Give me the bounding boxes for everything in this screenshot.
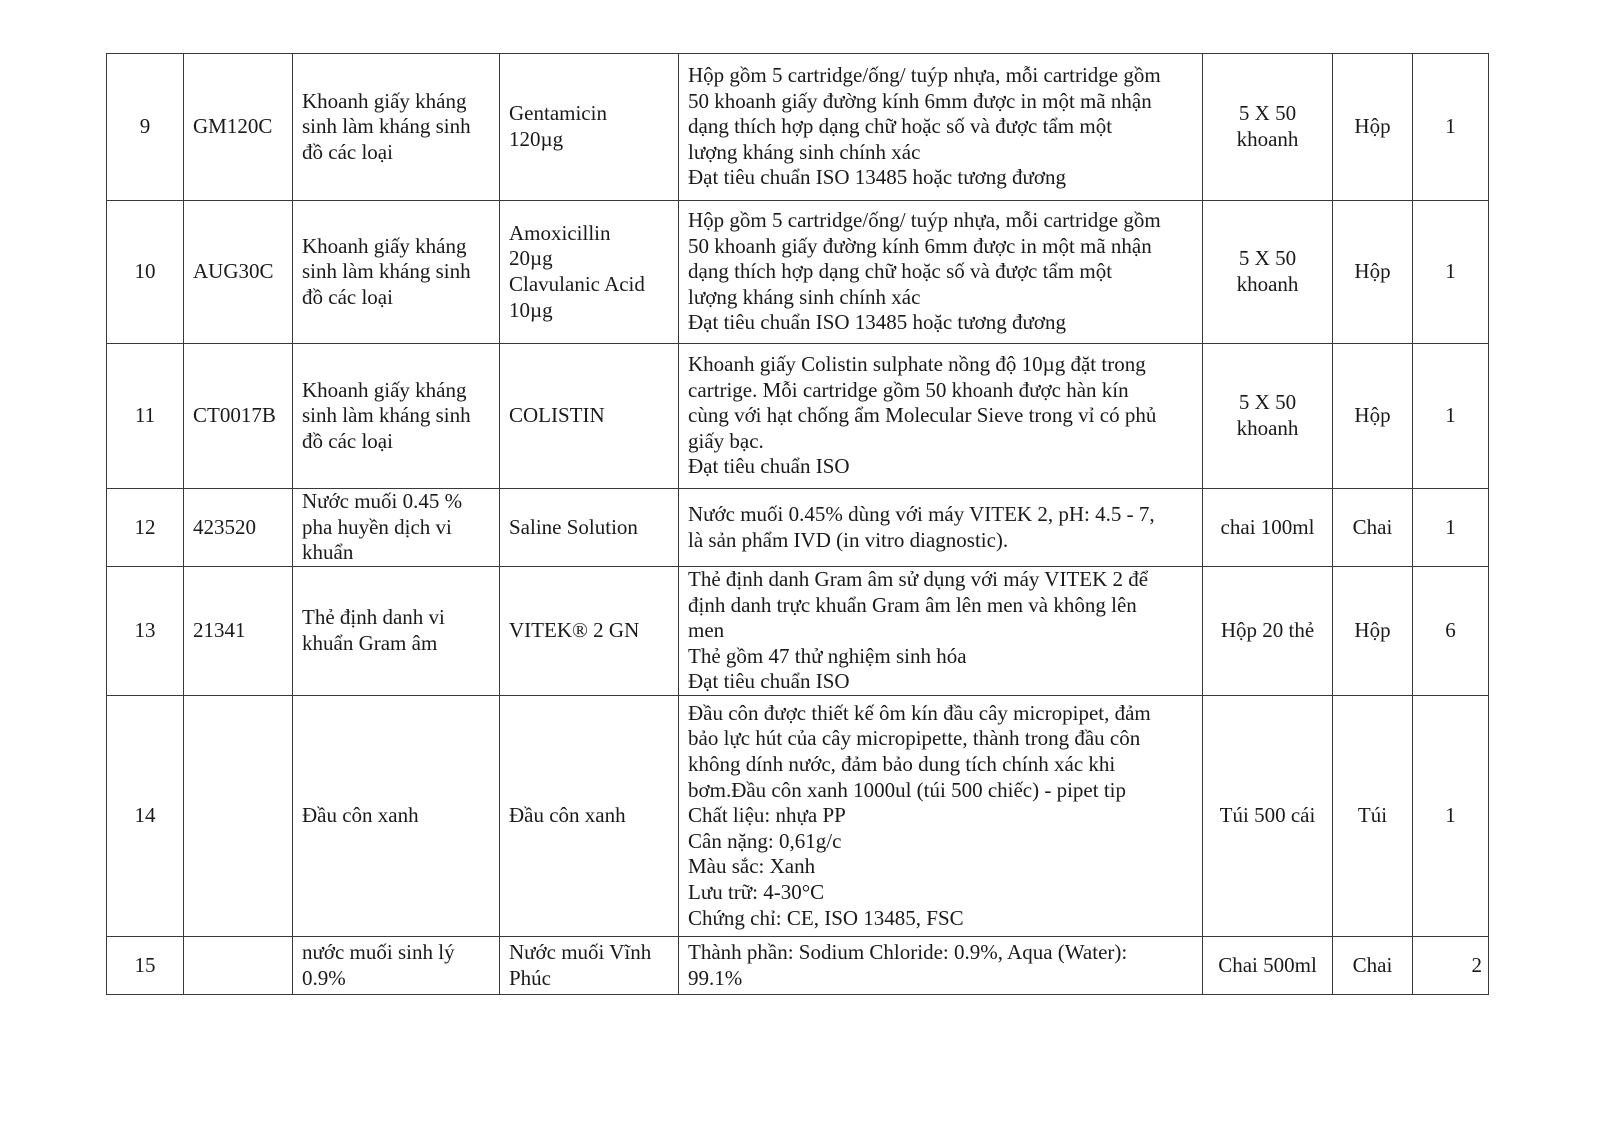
active-ingredient-cell-line: Gentamicin bbox=[509, 101, 607, 126]
product-spec-table bbox=[106, 53, 1489, 995]
specification-cell-line: Khoanh giấy Colistin sulphate nồng độ 10µg đặt trong bbox=[688, 352, 1146, 377]
quantity-cell: 1 bbox=[1413, 54, 1489, 201]
product-name-cell-line: Khoanh giấy kháng bbox=[302, 377, 467, 402]
packaging-cell-line: 5 X 50 bbox=[1238, 246, 1297, 271]
row-number-cell: 9 bbox=[107, 54, 184, 201]
specification-cell bbox=[679, 201, 1203, 344]
row-number-cell: 14 bbox=[107, 696, 184, 937]
quantity-cell: 1 bbox=[1413, 489, 1489, 567]
specification-cell-line: Đạt tiêu chuẩn ISO 13485 hoặc tương đương bbox=[688, 310, 1066, 335]
packaging-cell-line: Túi 500 cái bbox=[1219, 803, 1316, 828]
active-ingredient-cell-line: COLISTIN bbox=[509, 403, 605, 428]
specification-cell-line: Hộp gồm 5 cartridge/ống/ tuýp nhựa, mỗi cartridge gồm bbox=[688, 208, 1161, 233]
specification-cell-line: 50 khoanh giấy đường kính 6mm được in một mã nhận bbox=[688, 233, 1152, 258]
specification-cell-line: Thẻ gồm 47 thử nghiệm sinh hóa bbox=[688, 643, 967, 668]
specification-cell-line: Đạt tiêu chuẩn ISO bbox=[688, 669, 850, 694]
product-name-cell-line: 0.9% bbox=[302, 965, 346, 990]
row-number-cell: 12 bbox=[107, 489, 184, 567]
active-ingredient-cell-line: VITEK® 2 GN bbox=[509, 618, 640, 643]
active-ingredient-cell-line: Nước muối Vĩnh bbox=[509, 939, 652, 964]
product-name-cell-line: sinh làm kháng sinh bbox=[302, 403, 471, 428]
product-code-cell bbox=[184, 937, 293, 995]
specification-cell-line: Màu sắc: Xanh bbox=[688, 854, 816, 879]
specification-cell-line: lượng kháng sinh chính xác bbox=[688, 284, 921, 309]
active-ingredient-cell bbox=[500, 937, 679, 995]
packaging-cell-line: 5 X 50 bbox=[1238, 101, 1297, 126]
product-name-cell-line: pha huyền dịch vi bbox=[302, 514, 452, 539]
specification-cell-line: Chất liệu: nhựa PP bbox=[688, 803, 846, 828]
product-name-cell bbox=[293, 54, 500, 201]
specification-cell-line: Hộp gồm 5 cartridge/ống/ tuýp nhựa, mỗi cartridge gồm bbox=[688, 63, 1161, 88]
product-name-cell-line: khuẩn Gram âm bbox=[302, 631, 438, 655]
product-name-cell bbox=[293, 489, 500, 567]
specification-cell-line: Chứng chỉ: CE, ISO 13485, FSC bbox=[688, 905, 964, 930]
specification-cell-line: cùng với hạt chống ẩm Molecular Sieve trong vỉ có phủ bbox=[688, 403, 1157, 428]
product-code-cell: 21341 bbox=[184, 567, 293, 696]
specification-cell-line: Đầu côn được thiết kế ôm kín đầu cây micropipet, đảm bbox=[688, 700, 1151, 725]
table-row bbox=[107, 937, 1489, 995]
product-name-cell bbox=[293, 344, 500, 489]
specification-cell-line: là sản phẩm IVD (in vitro diagnostic). bbox=[688, 527, 1009, 552]
product-name-cell-line: sinh làm kháng sinh bbox=[302, 114, 471, 139]
specification-cell-line: bơm.Đầu côn xanh 1000ul (túi 500 chiếc) - pipet tip bbox=[688, 777, 1127, 802]
specification-cell-line: men bbox=[688, 618, 725, 643]
product-name-cell-line: Khoanh giấy kháng bbox=[302, 88, 467, 113]
product-name-cell bbox=[293, 696, 500, 937]
product-name-cell bbox=[293, 567, 500, 696]
table-body bbox=[107, 54, 1489, 995]
packaging-cell bbox=[1203, 201, 1333, 344]
specification-cell-line: Đạt tiêu chuẩn ISO 13485 hoặc tương đương bbox=[688, 165, 1066, 190]
specification-cell bbox=[679, 696, 1203, 937]
product-name-cell-line: đồ các loại bbox=[302, 284, 393, 309]
product-name-cell-line: Thẻ định danh vi bbox=[302, 605, 445, 630]
specification-cell bbox=[679, 937, 1203, 995]
row-number-cell: 13 bbox=[107, 567, 184, 696]
unit-cell: Hộp bbox=[1333, 201, 1413, 344]
table-row bbox=[107, 201, 1489, 344]
specification-cell-line: Lưu trữ: 4-30°C bbox=[688, 879, 825, 904]
packaging-cell bbox=[1203, 696, 1333, 937]
active-ingredient-cell bbox=[500, 201, 679, 344]
table-row bbox=[107, 567, 1489, 696]
active-ingredient-cell bbox=[500, 696, 679, 937]
specification-cell-line: dạng thích hợp dạng chữ hoặc số và được tẩm một bbox=[688, 259, 1113, 284]
active-ingredient-cell-line: 10µg bbox=[509, 297, 553, 322]
row-number-cell: 11 bbox=[107, 344, 184, 489]
product-name-cell-line: đồ các loại bbox=[302, 428, 393, 453]
row-number-cell: 15 bbox=[107, 937, 184, 995]
packaging-cell bbox=[1203, 54, 1333, 201]
active-ingredient-cell bbox=[500, 54, 679, 201]
packaging-cell bbox=[1203, 489, 1333, 567]
active-ingredient-cell-line: Clavulanic Acid bbox=[509, 272, 645, 296]
active-ingredient-cell bbox=[500, 567, 679, 696]
specification-cell-line: Nước muối 0.45% dùng với máy VITEK 2, pH: 4.5 - 7, bbox=[688, 501, 1155, 526]
quantity-cell: 6 bbox=[1413, 567, 1489, 696]
specification-cell-line: 50 khoanh giấy đường kính 6mm được in một mã nhận bbox=[688, 88, 1152, 113]
packaging-cell bbox=[1203, 344, 1333, 489]
product-name-cell-line: sinh làm kháng sinh bbox=[302, 259, 471, 284]
active-ingredient-cell-line: Đầu côn xanh bbox=[509, 803, 626, 828]
packaging-cell bbox=[1203, 937, 1333, 995]
product-code-cell: 423520 bbox=[184, 489, 293, 567]
unit-cell: Hộp bbox=[1333, 567, 1413, 696]
product-name-cell bbox=[293, 937, 500, 995]
product-name-cell-line: Khoanh giấy kháng bbox=[302, 233, 467, 258]
quantity-cell: 1 bbox=[1413, 201, 1489, 344]
packaging-cell-line: khoanh bbox=[1236, 272, 1299, 296]
specification-cell-line: cartrige. Mỗi cartridge gồm 50 khoanh được hàn kín bbox=[688, 377, 1129, 402]
specification-cell bbox=[679, 344, 1203, 489]
specification-cell-line: lượng kháng sinh chính xác bbox=[688, 139, 921, 164]
packaging-cell-line: khoanh bbox=[1236, 416, 1299, 440]
product-name-cell-line: khuẩn bbox=[302, 540, 354, 565]
specification-cell bbox=[679, 54, 1203, 201]
product-code-cell: CT0017B bbox=[184, 344, 293, 489]
table-row bbox=[107, 344, 1489, 489]
packaging-cell-line: Chai 500ml bbox=[1218, 952, 1317, 977]
active-ingredient-cell-line: 20µg bbox=[509, 246, 553, 271]
product-name-cell-line: nước muối sinh lý bbox=[302, 939, 455, 964]
active-ingredient-cell-line: Phúc bbox=[509, 965, 551, 990]
product-code-cell: AUG30C bbox=[184, 201, 293, 344]
product-name-cell-line: đồ các loại bbox=[302, 139, 393, 164]
table-row bbox=[107, 696, 1489, 937]
specification-cell-line: giấy bạc. bbox=[688, 428, 764, 453]
active-ingredient-cell-line: Saline Solution bbox=[509, 514, 638, 539]
packaging-cell-line: Hộp 20 thẻ bbox=[1220, 618, 1315, 643]
specification-cell-line: Thẻ định danh Gram âm sử dụng với máy VITEK 2 để bbox=[688, 567, 1149, 592]
active-ingredient-cell bbox=[500, 344, 679, 489]
unit-cell: Chai bbox=[1333, 489, 1413, 567]
packaging-cell-line: 5 X 50 bbox=[1238, 390, 1297, 415]
specification-cell bbox=[679, 567, 1203, 696]
table-row bbox=[107, 489, 1489, 567]
quantity-cell: 2 bbox=[1413, 937, 1489, 995]
unit-cell: Chai bbox=[1333, 937, 1413, 995]
specification-cell-line: Đạt tiêu chuẩn ISO bbox=[688, 454, 850, 479]
packaging-cell-line: khoanh bbox=[1236, 127, 1299, 151]
specification-cell-line: dạng thích hợp dạng chữ hoặc số và được tẩm một bbox=[688, 114, 1113, 139]
unit-cell: Túi bbox=[1333, 696, 1413, 937]
product-name-cell-line: Đầu côn xanh bbox=[302, 803, 419, 828]
specification-cell-line: không dính nước, đảm bảo dung tích chính xác khi bbox=[688, 752, 1116, 777]
specification-cell-line: 99.1% bbox=[688, 965, 743, 990]
product-code-cell bbox=[184, 696, 293, 937]
specification-cell-line: Thành phần: Sodium Chloride: 0.9%, Aqua (Water): bbox=[688, 939, 1128, 964]
active-ingredient-cell bbox=[500, 489, 679, 567]
active-ingredient-cell-line: Amoxicillin bbox=[509, 220, 611, 245]
product-name-cell-line: Nước muối 0.45 % bbox=[302, 489, 463, 514]
specification-cell-line: định danh trực khuẩn Gram âm lên men và không lên bbox=[688, 592, 1137, 617]
packaging-cell bbox=[1203, 567, 1333, 696]
active-ingredient-cell-line: 120µg bbox=[509, 127, 564, 151]
table-row bbox=[107, 54, 1489, 201]
unit-cell: Hộp bbox=[1333, 344, 1413, 489]
quantity-cell: 1 bbox=[1413, 344, 1489, 489]
unit-cell: Hộp bbox=[1333, 54, 1413, 201]
packaging-cell-line: chai 100ml bbox=[1220, 514, 1315, 539]
specification-cell-line: Cân nặng: 0,61g/c bbox=[688, 828, 842, 853]
row-number-cell: 10 bbox=[107, 201, 184, 344]
specification-cell-line: bảo lực hút của cây micropipette, thành trong đầu côn bbox=[688, 726, 1141, 751]
quantity-cell: 1 bbox=[1413, 696, 1489, 937]
product-code-cell: GM120C bbox=[184, 54, 293, 201]
specification-cell bbox=[679, 489, 1203, 567]
product-name-cell bbox=[293, 201, 500, 344]
